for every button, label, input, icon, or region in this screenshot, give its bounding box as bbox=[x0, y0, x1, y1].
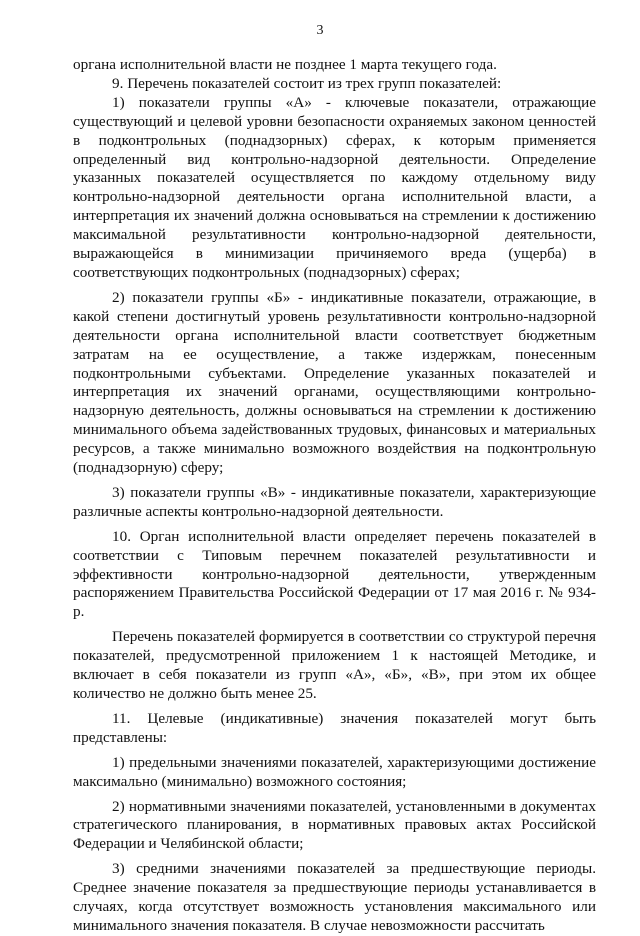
paragraph-target-values-3: 3) средними значениями показателей за предшествующие периоды. Среднее значение показателя за предшествующие периоды устанавливается в случаях, когда отсутствует возможность установления максимального или минимального значения показателя. В случае невозможности рассчитать bbox=[73, 860, 596, 934]
paragraph-section-9-intro: 9. Перечень показателей состоит из трех групп показателей: bbox=[112, 74, 502, 92]
paragraph-target-values-1: 1) предельными значениями показателей, характеризующими достижение максимально (минимально) возможного состояния; bbox=[73, 753, 596, 790]
paragraph-continuation: органа исполнительной власти не позднее 1 марта текущего года. bbox=[73, 56, 497, 73]
paragraph-section-11-intro: 11. Целевые (индикативные) значения показателей могут быть представлены: bbox=[73, 709, 596, 746]
paragraph-section-10: 10. Орган исполнительной власти определяет перечень показателей в соответствии с Типовым перечнем показателей результативности и эффективности контрольно-надзорной деятельности, утвержденным распоряжением Правительства Российской Федерации от 17 мая 2016 г. № 934-р. bbox=[73, 527, 596, 621]
paragraph-target-values-2: 2) нормативными значениями показателей, установленными в документах стратегического планирования, в нормативных правовых актах Российской Федерации и Челябинской области; bbox=[73, 797, 596, 853]
paragraph-group-a: 1) показатели группы «А» - ключевые показатели, отражающие существующий и целевой уровни безопасности охраняемых законом ценностей в подконтрольных (поднадзорных) сферах, к которым применяется определенный вид контрольно-надзорной деятельности. Определение указанных показателей осуществляется по каждому отдельному виду контрольно-надзорной деятельности органа исполнительной власти, а интерпретация их значений должна основываться на стремлении к достижению максимальной результативности контрольно-надзорной деятельности, выражающейся в минимизации причиняемого вреда (ущерба) в соответствующих подконтрольных (поднадзорных) сферах; bbox=[73, 93, 596, 281]
page-number: 3 bbox=[316, 23, 324, 38]
document-body bbox=[73, 56, 596, 936]
paragraph-indicator-list: Перечень показателей формируется в соответствии со структурой перечня показателей, предусмотренной приложением 1 к настоящей Методике, и включает в себя показатели из групп «А», «Б», «В», при этом их общее количество не должно быть менее 25. bbox=[73, 628, 596, 702]
paragraph-group-b: 2) показатели группы «Б» - индикативные показатели, отражающие, в какой степени достигнутый уровень результативности контрольно-надзорной деятельности органа исполнительной власти соответствует бюджетным затратам на ее осуществление, а также издержкам, понесенным подконтрольными субъектами. Определение указанных показателей и интерпретация их значений органами, осуществляющими контрольно-надзорную деятельность, должны основываться на стремлении к достижению минимального объема задействованных трудовых, финансовых и материальных ресурсов, а также минимально возможного воздействия на подконтрольную (поднадзорную) сферу; bbox=[73, 288, 596, 477]
paragraph-group-v: 3) показатели группы «В» - индикативные показатели, характеризующие различные аспекты контрольно-надзорной деятельности. bbox=[73, 483, 596, 520]
